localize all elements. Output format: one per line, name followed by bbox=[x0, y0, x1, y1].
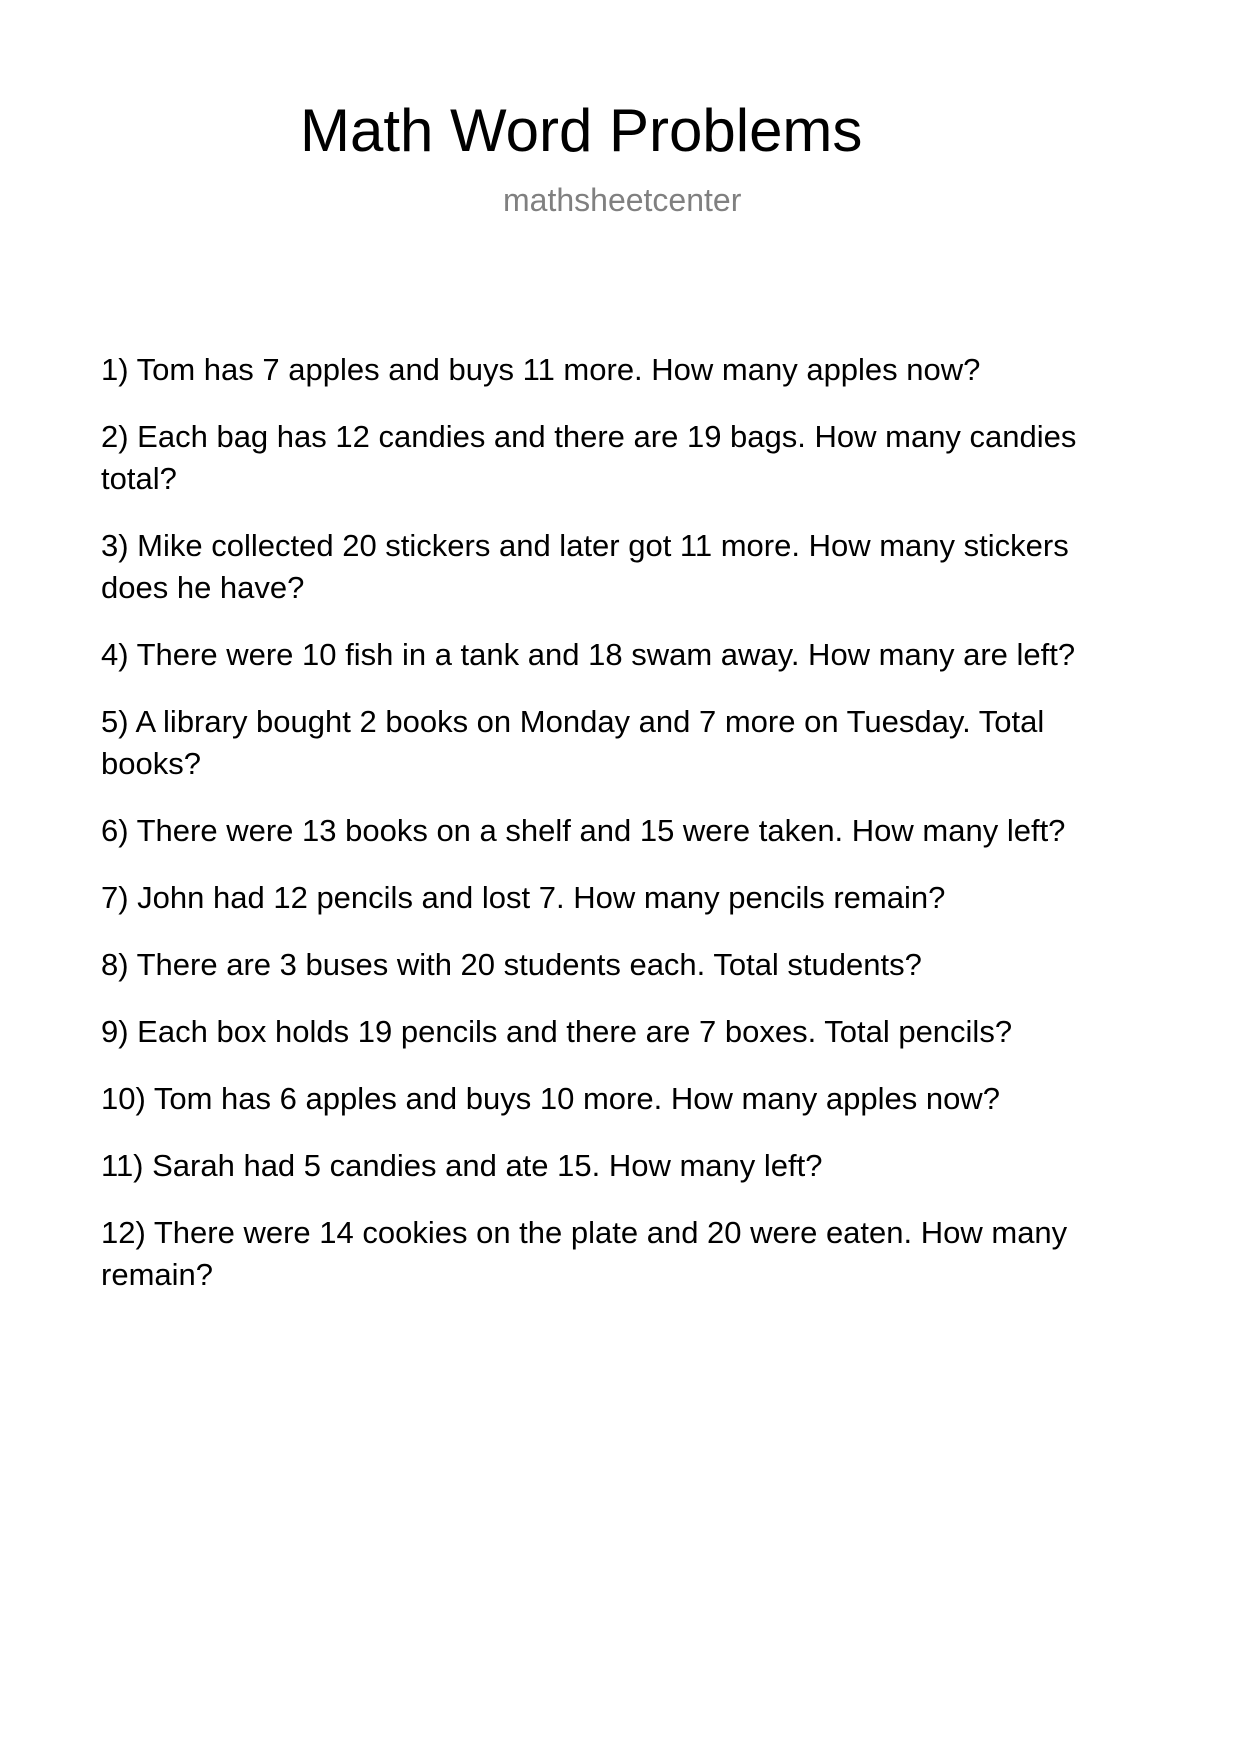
page-subtitle: mathsheetcenter bbox=[503, 182, 742, 218]
problem-item: 1) Tom has 7 apples and buys 11 more. How many apples now? bbox=[101, 352, 981, 387]
problem-list bbox=[101, 349, 1141, 1321]
problem-item: 5) A library bought 2 books on Monday and 7 more on Tuesday. Total books? bbox=[101, 704, 1045, 781]
problem-item: 11) Sarah had 5 candies and ate 15. How many left? bbox=[101, 1148, 823, 1183]
problem-item: 7) John had 12 pencils and lost 7. How many pencils remain? bbox=[101, 880, 946, 915]
problem-item: 3) Mike collected 20 stickers and later got 11 more. How many stickers does he have? bbox=[101, 528, 1069, 605]
problem-item: 10) Tom has 6 apples and buys 10 more. How many apples now? bbox=[101, 1081, 1000, 1116]
problem-item: 6) There were 13 books on a shelf and 15 were taken. How many left? bbox=[101, 813, 1066, 848]
problem-item: 4) There were 10 fish in a tank and 18 swam away. How many are left? bbox=[101, 637, 1076, 672]
problem-item: 9) Each box holds 19 pencils and there are 7 boxes. Total pencils? bbox=[101, 1014, 1013, 1049]
problem-item: 12) There were 14 cookies on the plate and 20 were eaten. How many remain? bbox=[101, 1215, 1068, 1292]
page-title: Math Word Problems bbox=[300, 97, 863, 164]
problem-item: 2) Each bag has 12 candies and there are 19 bags. How many candies total? bbox=[101, 419, 1077, 496]
problem-item: 8) There are 3 buses with 20 students each. Total students? bbox=[101, 947, 922, 982]
